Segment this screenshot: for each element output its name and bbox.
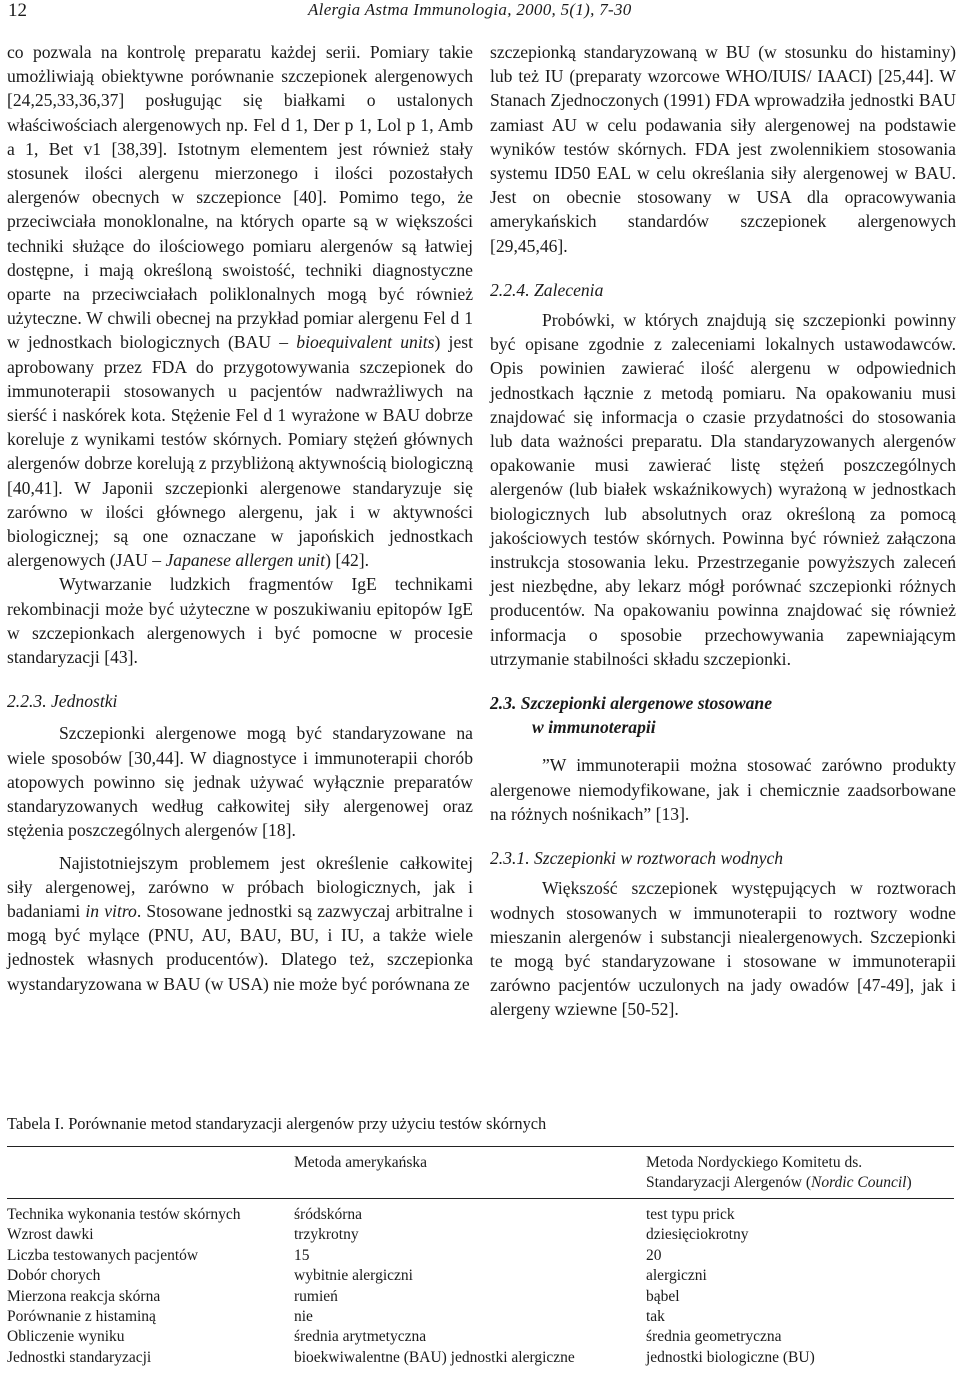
left-paragraph-2: Wytwarzanie ludzkich fragmentów IgE technikami rekombinacji może być użyteczne w poszukiwaniu epitopów IgE w szczepionkach alergenowych i być pomocne w procesie standaryzacji [43]. (7, 574, 473, 668)
table-cell: 15 (294, 1246, 310, 1264)
table-cell: bioekwiwalentne (BAU) jednostki alergiczne (294, 1348, 575, 1366)
table-row (7, 1287, 954, 1307)
page-number: 12 (8, 0, 27, 21)
table-cell: nie (294, 1308, 313, 1326)
section-heading-2-2-3: 2.2.3. Jednostki (7, 691, 118, 712)
left-paragraph-4: Najistotniejszym problemem jest określenie całkowitej siły alergenowej, zarówno w próbach biologicznych, jak i badaniami in vitro. Stosowane jednostki są zazwyczaj arbitralne i mogą być mylące (PNU, AU, BAU, BU, i IU, a także wiele jednostek własnych producentów). Dlatego też, szczepionka wystandaryzowana w BAU (w USA) nie może być porównana ze (7, 852, 473, 994)
left-paragraph-1: co pozwala na kontrolę preparatu każdej serii. Pomiary takie umożliwiają obiektywne porównanie szczepionek alergenowych [24,25,33,36,37] posługując się białkami o ustalonych właściwościach alergenowych np. Fel d 1, Der p 1, Lol p 1, Amb a 1, Bet v1 [38,39]. Istotnym elementem jest również stały stosunek ilości alergenu mierzonego i ilości pozostałych alergenów obecnych w szczepionce [40]. Pomimo tego, że przeciwciała monoklonalne, na których oparte są w większości techniki służące do ilościowego pomiaru alergenów są łatwiej dostępne, i mają określoną swoistość, techniki diagnostyczne oparte na przeciwciałach poliklonalnych mogą być również użyteczne. W chwili obecnej na przykład pomiar alergenu Fel d 1 w jednostkach biologicznych (BAU – bioequivalent units) jest aprobowany przez FDA do przygotowywania szczepionek do immunoterapii stosowanych u pacjentów nadwrażliwych na sierść i naskórek kota. Stężenie Fel d 1 wyrażone w BAU dobrze koreluje z wynikami testów skórnych. Pomiary stężeń głównych alergenów dobrze korelują z przybliżoną aktywnością biologiczną [40,41]. W Japonii szczepionki alergenowe standaryzuje się zarówno w ilości głównego alergenu, jak i w aktywności biologicznej; są one oznaczane w japońskich jednostkach alergenowych (JAU – Japanese allergen unit) [42]. (7, 42, 473, 571)
table-cell: dziesięciokrotny (646, 1226, 749, 1244)
table-cell: Liczba testowanych pacjentów (7, 1246, 199, 1264)
table-top-rule (7, 1146, 954, 1147)
table-row (7, 1327, 954, 1347)
comparison-table (7, 1150, 954, 1368)
table-header-row (7, 1150, 954, 1201)
table-cell: jednostki biologiczne (BU) (646, 1348, 815, 1366)
table-row (7, 1307, 954, 1327)
section-heading-2-3: 2.3. Szczepionki alergenowe stosowane w immunoterapii (490, 693, 773, 738)
table-cell: Technika wykonania testów skórnych (7, 1206, 241, 1223)
table-cell: trzykrotny (294, 1226, 359, 1244)
left-paragraph-3: Szczepionki alergenowe mogą być standaryzowane na wiele sposobów [30,44]. W diagnostyce i immunoterapii chorób atopowych powinno się jednak używać wyłącznie preparatów standaryzowanych według całkowitej siły alergenowej oraz stężenia poszczególnych alergenów [18]. (7, 723, 473, 841)
table-cell: Obliczenie wyniku (7, 1328, 125, 1346)
table-header-nordic-method: Metoda Nordyckiego Komitetu ds. Standaryzacji Alergenów (Nordic Council) (646, 1154, 912, 1192)
table-cell: tak (646, 1308, 665, 1326)
table-cell: średnia geometryczna (646, 1328, 782, 1346)
right-paragraph-4: Większość szczepionek występujących w roztworach wodnych stosowanych w immunoterapii to roztwory wodne mieszanin alergenów i substancji niealergenowych. Szczepionki te mogą być standaryzowane i stosowane w immunoterapii zarówno pacjentów uczulonych na jady owadów [47-49], jak i alergeny wziewne [50-52]. (490, 878, 956, 1020)
table-cell: Wzrost dawki (7, 1226, 94, 1244)
page-header (8, 0, 952, 22)
table-cell: Dobór chorych (7, 1267, 101, 1285)
right-paragraph-3: ”W immunoterapii można stosować zarówno produkty alergenowe niemodyfikowane, jak i chemicznie zaadsorbowane na różnych nośnikach” [13]. (490, 755, 956, 824)
table-cell: Mierzona reakcja skórna (7, 1287, 161, 1305)
table-cell: 20 (646, 1246, 662, 1264)
table-cell: śródskórna (294, 1206, 363, 1223)
table-cell: Jednostki standaryzacji (7, 1348, 152, 1366)
table-row (7, 1246, 954, 1266)
table-caption: Tabela I. Porównanie metod standaryzacji alergenów przy użyciu testów skórnych (7, 1114, 547, 1133)
table-cell: bąbel (646, 1287, 680, 1305)
table-cell: Porównanie z histaminą (7, 1308, 156, 1326)
right-paragraph-2: Probówki, w których znajdują się szczepionki powinny być opisane zgodnie z zaleceniami lokalnych ustawodawców. Opis powinien zawierać ilość alergenu w odpowiednich jednostkach łącznie z metodą pomiaru. Na opakowaniu musi znajdować się informacja o czasie przydatności do stosowania lub data ważności preparatu. Dla standaryzowanych alergenów opakowanie musi zawierać listę stężeń poszczególnych alergenów (lub białek wskaźnikowych) wyrażoną w jednostkach biologicznych lub absolutnych oraz określoną za pomocą jakościowych testów skórnych. Powinna być również załączona instrukcja stosowania leku. Przestrzeganie powyższych zaleceń jest niezbędne, aby lekarz mógł porównać szczepionki różnych producentów. Na opakowaniu powinna znajdować się również informacja o sposobie przechowywania zapewniającym utrzymanie stabilności składu szczepionki. (490, 310, 956, 669)
table-cell: rumień (294, 1287, 338, 1305)
table-header-empty (7, 1150, 294, 1201)
table-cell: wybitnie alergiczni (294, 1267, 413, 1285)
right-paragraph-1: szczepionką standaryzowaną w BU (w stosunku do histaminy) lub też IU (preparaty wzorcowe WHO/IUIS/ IAACI) [25,44]. W Stanach Zjednoczonych (1991) FDA wprowadziła jednostki BAU zamiast AU w celu podawania siły alergenowej na podstawie wyników testów skórnych. FDA jest zwolennikiem stosowania systemu ID50 EAL w celu określania siły alergenowej w BAU. Jest on obecnie stosowany w USA dla opracowywania amerykańskich standardów szczepionek alergenowych [29,45,46]. (490, 42, 956, 256)
table-row (7, 1225, 954, 1245)
table-row (7, 1201, 954, 1225)
section-heading-2-3-1: 2.3.1. Szczepionki w roztworach wodnych (490, 848, 784, 869)
table-cell: test typu prick (646, 1206, 735, 1223)
table-header-american-method: Metoda amerykańska (294, 1154, 427, 1171)
right-column (490, 40, 956, 1022)
table-row (7, 1266, 954, 1286)
section-heading-2-2-4: 2.2.4. Zalecenia (490, 279, 604, 300)
table-row (7, 1348, 954, 1368)
table-cell: średnia arytmetyczna (294, 1328, 427, 1346)
journal-citation: Alergia Astma Immunologia, 2000, 5(1), 7-30 (308, 0, 632, 19)
left-column (7, 40, 473, 996)
table-cell: alergiczni (646, 1267, 707, 1285)
